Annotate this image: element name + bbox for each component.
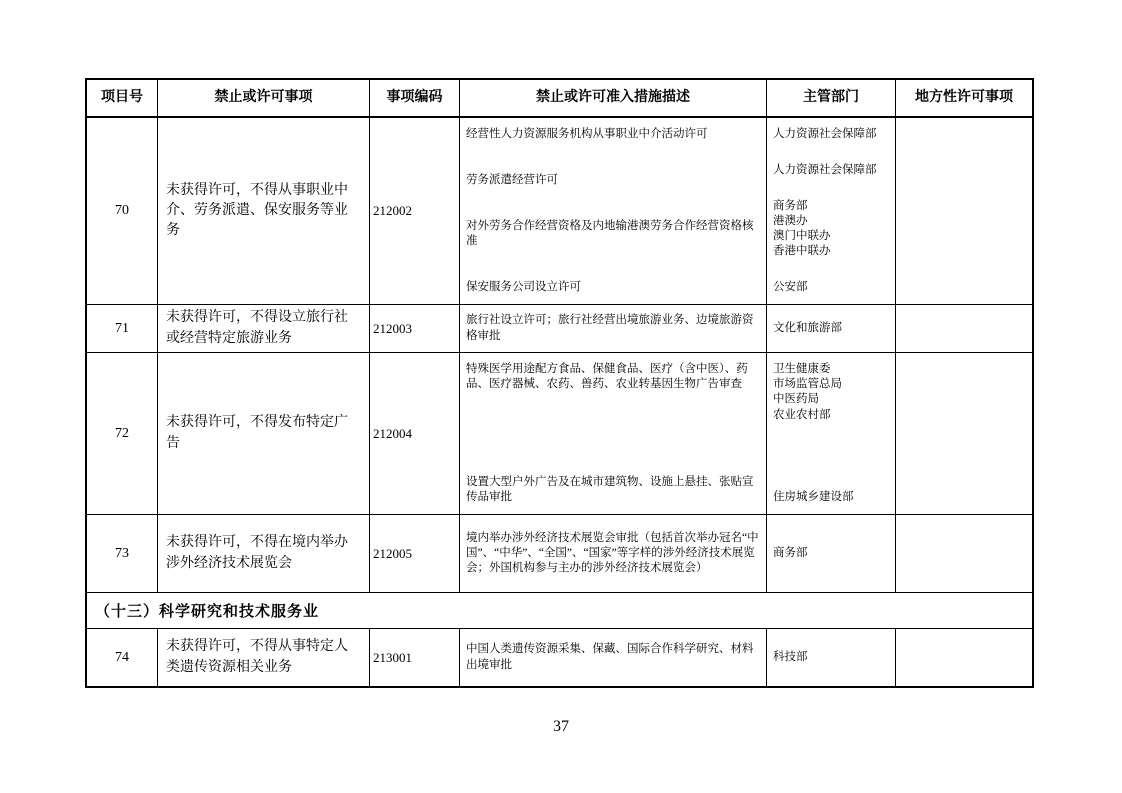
cell-prohibited-item: 未获得许可，不得从事特定人类遗传资源相关业务 [158, 629, 370, 686]
cell-measures [460, 353, 767, 514]
department-name: 科技部 [773, 650, 808, 663]
department-name: 市场监管总局 [773, 378, 842, 391]
cell-measures [460, 629, 767, 686]
permission-table [85, 78, 1034, 688]
department-group [773, 490, 889, 505]
cell-project-id: 72 [87, 353, 158, 514]
cell-project-id: 71 [87, 305, 158, 352]
department-name: 商务部 [773, 199, 808, 212]
table-row [87, 305, 1032, 353]
header-project-id: 项目号 [87, 80, 158, 116]
department-group [773, 280, 889, 295]
measure-description: 经营性人力资源服务机构从事职业中介活动许可 [466, 128, 708, 140]
header-department: 主管部门 [767, 80, 896, 116]
cell-prohibited-item: 未获得许可，不得发布特定广告 [158, 353, 370, 514]
header-measure-description: 禁止或许可准入措施描述 [460, 80, 767, 116]
measure-description: 境内举办涉外经济技术展览会审批（包括首次举办冠名“中国”、“中华”、“全国”、“国家”等字样的涉外经济技术展览会；外国机构参与主办的涉外经济技术展览会） [466, 531, 759, 575]
cell-local-permission [896, 305, 1032, 352]
cell-departments [767, 629, 896, 686]
cell-project-id: 73 [87, 515, 158, 592]
cell-item-code: 212005 [370, 515, 460, 592]
measure-description: 对外劳务合作经营资格及内地输港澳劳务合作经营资格核准 [466, 219, 754, 247]
table-body [87, 118, 1032, 686]
department-name: 文化和旅游部 [773, 321, 842, 334]
cell-local-permission [896, 118, 1032, 304]
table-row [87, 353, 1032, 515]
department-group [773, 321, 889, 336]
section-title: （十三）科学研究和技术服务业 [95, 603, 320, 620]
cell-local-permission [896, 515, 1032, 592]
cell-prohibited-item: 未获得许可，不得在境内举办涉外经济技术展览会 [158, 515, 370, 592]
department-name: 人力资源社会保障部 [773, 128, 877, 140]
measure-description: 劳务派遣经营许可 [466, 173, 558, 186]
cell-departments [767, 305, 896, 352]
cell-item-code: 212003 [370, 305, 460, 352]
cell-prohibited-item: 未获得许可，不得设立旅行社或经营特定旅游业务 [158, 305, 370, 352]
department-name: 香港中联办 [773, 245, 831, 258]
cell-item-code: 212002 [370, 118, 460, 304]
table-row [87, 118, 1032, 305]
department-group [773, 362, 889, 423]
section-header-row [87, 593, 1032, 629]
cell-local-permission [896, 353, 1032, 514]
cell-departments [767, 515, 896, 592]
department-name: 中医药局 [773, 393, 819, 406]
department-name: 住房城乡建设部 [773, 490, 854, 503]
department-name: 港澳办 [773, 214, 808, 227]
department-name: 卫生健康委 [773, 363, 831, 375]
table-header-row [87, 80, 1032, 118]
department-group [773, 199, 889, 260]
department-group [773, 650, 889, 665]
page-number: 37 [553, 718, 569, 735]
cell-project-id: 70 [87, 118, 158, 304]
department-group [773, 127, 889, 142]
cell-measures [460, 515, 767, 592]
measure-description: 保安服务公司设立许可 [466, 280, 581, 293]
department-name: 澳门中联办 [773, 229, 831, 242]
department-group [773, 163, 889, 178]
cell-prohibited-item: 未获得许可，不得从事职业中介、劳务派遣、保安服务等业务 [158, 118, 370, 304]
cell-measures [460, 118, 767, 304]
department-group [773, 546, 889, 561]
department-name: 人力资源社会保障部 [773, 163, 877, 176]
measure-description: 设置大型户外广告及在城市建筑物、设施上悬挂、张贴宣传品审批 [466, 475, 754, 503]
header-prohibited-item: 禁止或许可事项 [158, 80, 370, 116]
department-name: 商务部 [773, 546, 808, 559]
measure-description: 特殊医学用途配方食品、保健食品、医疗（含中医）、药品、医疗器械、农药、兽药、农业转基因生物广告审查 [466, 363, 748, 391]
cell-item-code: 213001 [370, 629, 460, 686]
department-name: 农业农村部 [773, 408, 831, 421]
measure-description: 中国人类遗传资源采集、保藏、国际合作科学研究、材料出境审批 [466, 643, 754, 671]
header-local-permission: 地方性许可事项 [915, 90, 1013, 106]
cell-project-id: 74 [87, 629, 158, 686]
measure-description: 旅行社设立许可；旅行社经营出境旅游业务、边境旅游资格审批 [466, 314, 754, 342]
department-name: 公安部 [773, 280, 808, 293]
header-item-code: 事项编码 [370, 80, 460, 116]
table-row [87, 515, 1032, 593]
cell-local-permission [896, 629, 1032, 686]
cell-measures [460, 305, 767, 352]
cell-departments [767, 118, 896, 304]
cell-departments [767, 353, 896, 514]
cell-item-code: 212004 [370, 353, 460, 514]
table-row [87, 629, 1032, 686]
